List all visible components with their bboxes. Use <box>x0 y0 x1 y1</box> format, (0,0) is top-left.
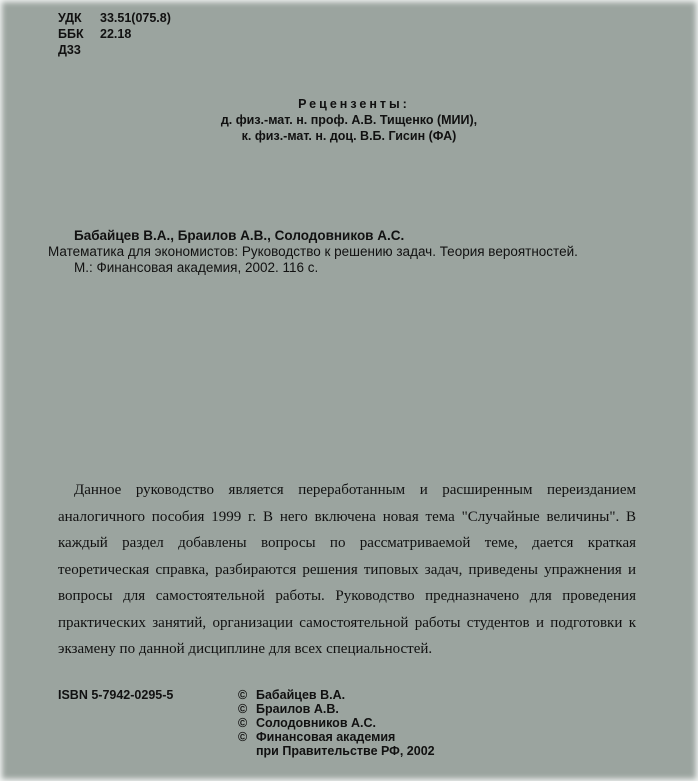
imprint: М.: Финансовая академия, 2002. 116 с. <box>74 260 319 275</box>
copyright-line <box>238 688 538 702</box>
authors: Бабайцев В.А., Браилов А.В., Солодовников А.С. <box>74 228 405 243</box>
code-key: ББК <box>58 27 84 41</box>
abstract <box>58 477 636 663</box>
reviewer-line: к. физ.-мат. н. доц. В.Б. Гисин (ФА) <box>241 129 457 143</box>
copyright-icon: © <box>238 716 248 730</box>
copyright-block <box>238 688 538 758</box>
code-key: Д33 <box>58 43 81 57</box>
bbk-code <box>58 26 171 42</box>
reviewers-heading: Рецензенты: <box>298 97 410 111</box>
copyright-line <box>238 730 538 744</box>
copyright-holder-continuation: при Правительстве РФ, 2002 <box>256 744 435 758</box>
author-mark <box>58 42 171 58</box>
reviewers-block <box>0 96 698 144</box>
copyright-line <box>238 702 538 716</box>
code-value: 22.18 <box>100 27 132 41</box>
copyright-holder: Солодовников А.С. <box>256 716 376 730</box>
book-title: Математика для экономистов: Руководство к решению задач. Теория вероятностей. <box>48 244 578 259</box>
copyright-holder: Бабайцев В.А. <box>256 688 346 702</box>
copyright-icon: © <box>238 688 248 702</box>
copyright-holder: Браилов А.В. <box>256 702 339 716</box>
udk-code <box>58 10 171 26</box>
copyright-holder: Финансовая академия <box>256 730 396 744</box>
code-value: 33.51(075.8) <box>100 11 171 25</box>
reviewer-line: д. физ.-мат. н. проф. А.В. Тищенко (МИИ), <box>220 113 478 127</box>
bibliographic-record <box>48 228 648 276</box>
copyright-icon: © <box>238 702 248 716</box>
isbn: ISBN 5-7942-0295-5 <box>58 688 174 702</box>
code-key: УДК <box>58 11 82 25</box>
copyright-icon: © <box>238 730 248 744</box>
classification-codes <box>58 10 171 58</box>
copyright-line <box>238 716 538 730</box>
abstract-text: Данное руководство является переработанным и расширенным переизданием аналогичного пособия 1999 г. В него включена новая тема "Случайные величины". В каждый раздел добавлены вопросы по рассматриваемой теме, дается краткая теоретическая справка, разбираются решения типовых задач, приведены упражнения и вопросы для самостоятельной работы. Руководство предназначено для проведения практических занятий, организации самостоятельной работы студентов и подготовки к экзамену по данной дисциплине для всех специальностей. <box>58 482 636 657</box>
